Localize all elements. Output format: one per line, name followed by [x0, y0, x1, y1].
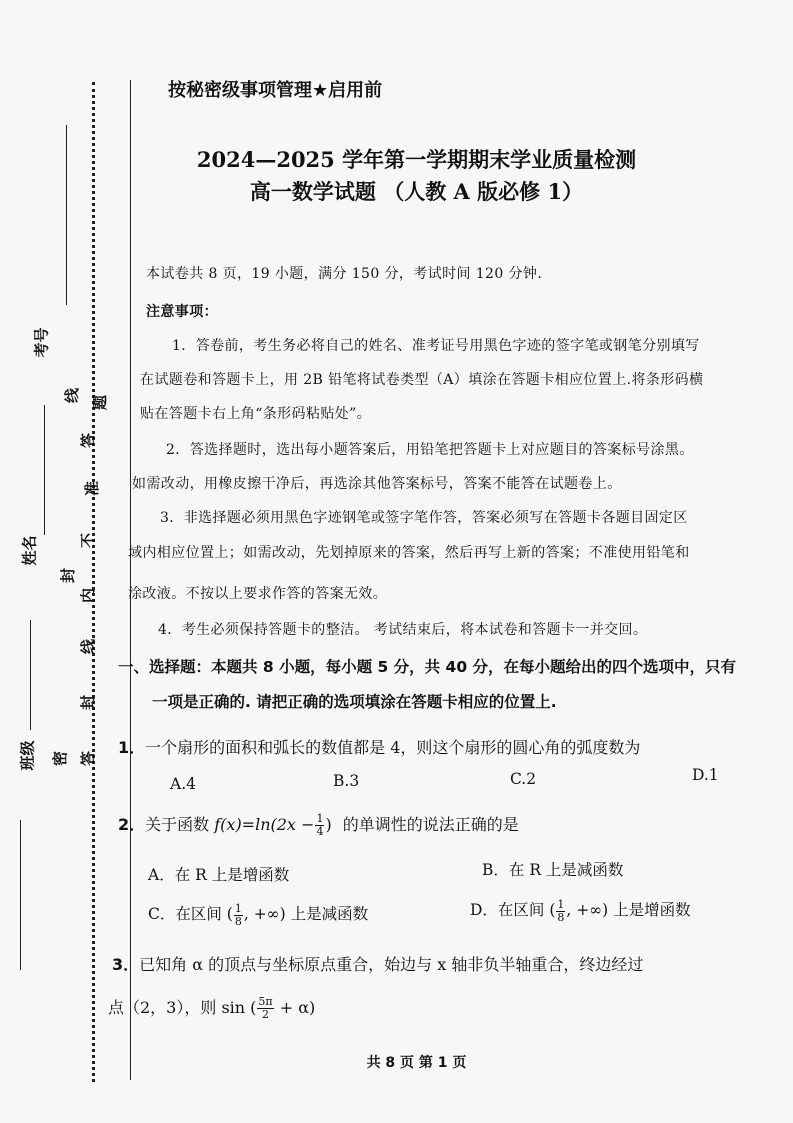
- seal-char: 线: [79, 638, 98, 655]
- school-blank: [20, 820, 21, 970]
- option-b: B．在 R 上是减函数: [482, 861, 624, 879]
- question-3-line2: [108, 995, 315, 1021]
- binding-solid-line: [130, 80, 131, 1080]
- confidentiality-notice: 按秘密级事项管理★启用前: [168, 80, 383, 101]
- notes-line: 1．答卷前，考生务必将自己的姓名、准考证号用黑色字迹的签字笔或钢笔分别填写: [172, 338, 700, 354]
- exam-info: 本试卷共 8 页，19 小题，满分 150 分，考试时间 120 分钟.: [146, 266, 543, 282]
- fraction: [257, 996, 273, 1021]
- denominator: 8: [557, 910, 565, 924]
- denominator: 4: [316, 825, 324, 838]
- question-2: [118, 812, 519, 838]
- notes-line: 域内相应位置上；如需改动，先划掉原来的答案，然后再写上新的答案；不准使用铅笔和: [128, 545, 690, 561]
- seal-char: 不: [79, 532, 98, 549]
- notes-line: 2．答选择题时，选出每小题答案后，用铅笔把答题卡上对应题目的答案标号涂黑。: [166, 442, 694, 458]
- option-text: , +∞) 上是增函数: [566, 901, 691, 919]
- question-text: 一个扇形的面积和弧长的数值都是 4，则这个扇形的圆心角的弧度数为: [145, 738, 641, 757]
- question-number: 1．: [118, 738, 146, 757]
- option-a: A.4: [170, 775, 196, 793]
- question-text: 关于函数: [145, 815, 210, 834]
- seal-char: 答: [79, 750, 98, 767]
- denominator: 2: [262, 1008, 270, 1021]
- function-expression: f(x)=ln(2x −: [214, 815, 315, 834]
- numerator: 1: [557, 897, 565, 911]
- seal-char: 答: [79, 432, 98, 449]
- class-blank: [30, 620, 31, 730]
- seal-char: 线: [63, 387, 82, 404]
- option-text: D．在区间 (: [470, 901, 556, 919]
- exam-no-label: 考号: [32, 327, 51, 358]
- seal-char: 内: [79, 587, 98, 604]
- notes-line: 4．考生必须保持答题卡的整洁。 考试结束后，将本试卷和答题卡一并交回。: [158, 622, 648, 638]
- option-a: A．在 R 上是增函数: [148, 866, 290, 884]
- question-text: 已知角 α 的顶点与坐标原点重合，始边与 x 轴非负半轴重合，终边经过: [139, 955, 644, 974]
- subject-title: 高一数学试题: [249, 179, 376, 204]
- option-d: [470, 898, 691, 924]
- question-number: 2．: [118, 815, 146, 834]
- seal-char: 封: [79, 694, 98, 711]
- option-d: D.1: [692, 766, 719, 784]
- binding-dotted-line: [92, 82, 95, 1082]
- function-close: ): [325, 815, 332, 834]
- notes-line: 在试题卷和答题卡上，用 2B 铅笔将试卷类型（A）填涂在答题卡相应位置上.将条形码横: [140, 372, 704, 388]
- question-3: [112, 952, 643, 975]
- section-instruction: 一项是正确的. 请把正确的选项填涂在答题卡相应的位置上.: [152, 693, 557, 711]
- notes-line: 3．非选择题必须用黑色字迹钢笔或签字笔作答，答案必须写在答题卡各题目固定区: [160, 510, 688, 526]
- option-c: C.2: [510, 770, 537, 788]
- exam-subtitle: [0, 176, 793, 206]
- edition-label: （人教 A 版必修 1）: [383, 179, 584, 204]
- option-text: , +∞) 上是减函数: [243, 905, 369, 923]
- fraction: [234, 903, 243, 928]
- seal-char: 题: [91, 394, 110, 411]
- denominator: 8: [234, 914, 242, 928]
- option-c: [148, 902, 368, 928]
- seal-char: 封: [59, 567, 78, 584]
- question-text: 的单调性的说法正确的是: [342, 815, 519, 834]
- exam-title: 2024—2025 学年第一学期期末学业质量检测: [196, 147, 637, 172]
- seal-char: 准: [83, 480, 102, 497]
- option-b: B.3: [333, 772, 360, 790]
- numerator: 5π: [258, 995, 273, 1008]
- notes-line: 如需改动，用橡皮擦干净后，再选涂其他答案标号，答案不能答在试题卷上。: [132, 476, 622, 492]
- page-footer: 共 8 页 第 1 页: [366, 1055, 467, 1071]
- name-label: 姓名: [20, 535, 39, 566]
- seal-char: 密: [51, 750, 70, 767]
- numerator: 1: [234, 901, 242, 915]
- question-number: 3．: [112, 955, 140, 974]
- question-text: + α): [274, 998, 316, 1017]
- notes-heading: 注意事项：: [146, 304, 218, 320]
- question-text: 点（2，3），则 sin (: [108, 998, 257, 1017]
- class-label: 班级: [18, 740, 37, 771]
- notes-line: 贴在答题卡右上角“条形码粘贴处”。: [140, 406, 372, 422]
- question-1: [118, 735, 640, 758]
- name-blank: [44, 405, 45, 535]
- fraction: [556, 899, 565, 924]
- notes-line: 涂改液。不按以上要求作答的答案无效。: [128, 586, 388, 602]
- section-heading: 一、选择题：本题共 8 小题，每小题 5 分，共 40 分，在每小题给出的四个选项中，只有: [118, 658, 737, 676]
- fraction: [315, 813, 324, 838]
- option-text: C．在区间 (: [148, 905, 233, 923]
- numerator: 1: [316, 812, 324, 825]
